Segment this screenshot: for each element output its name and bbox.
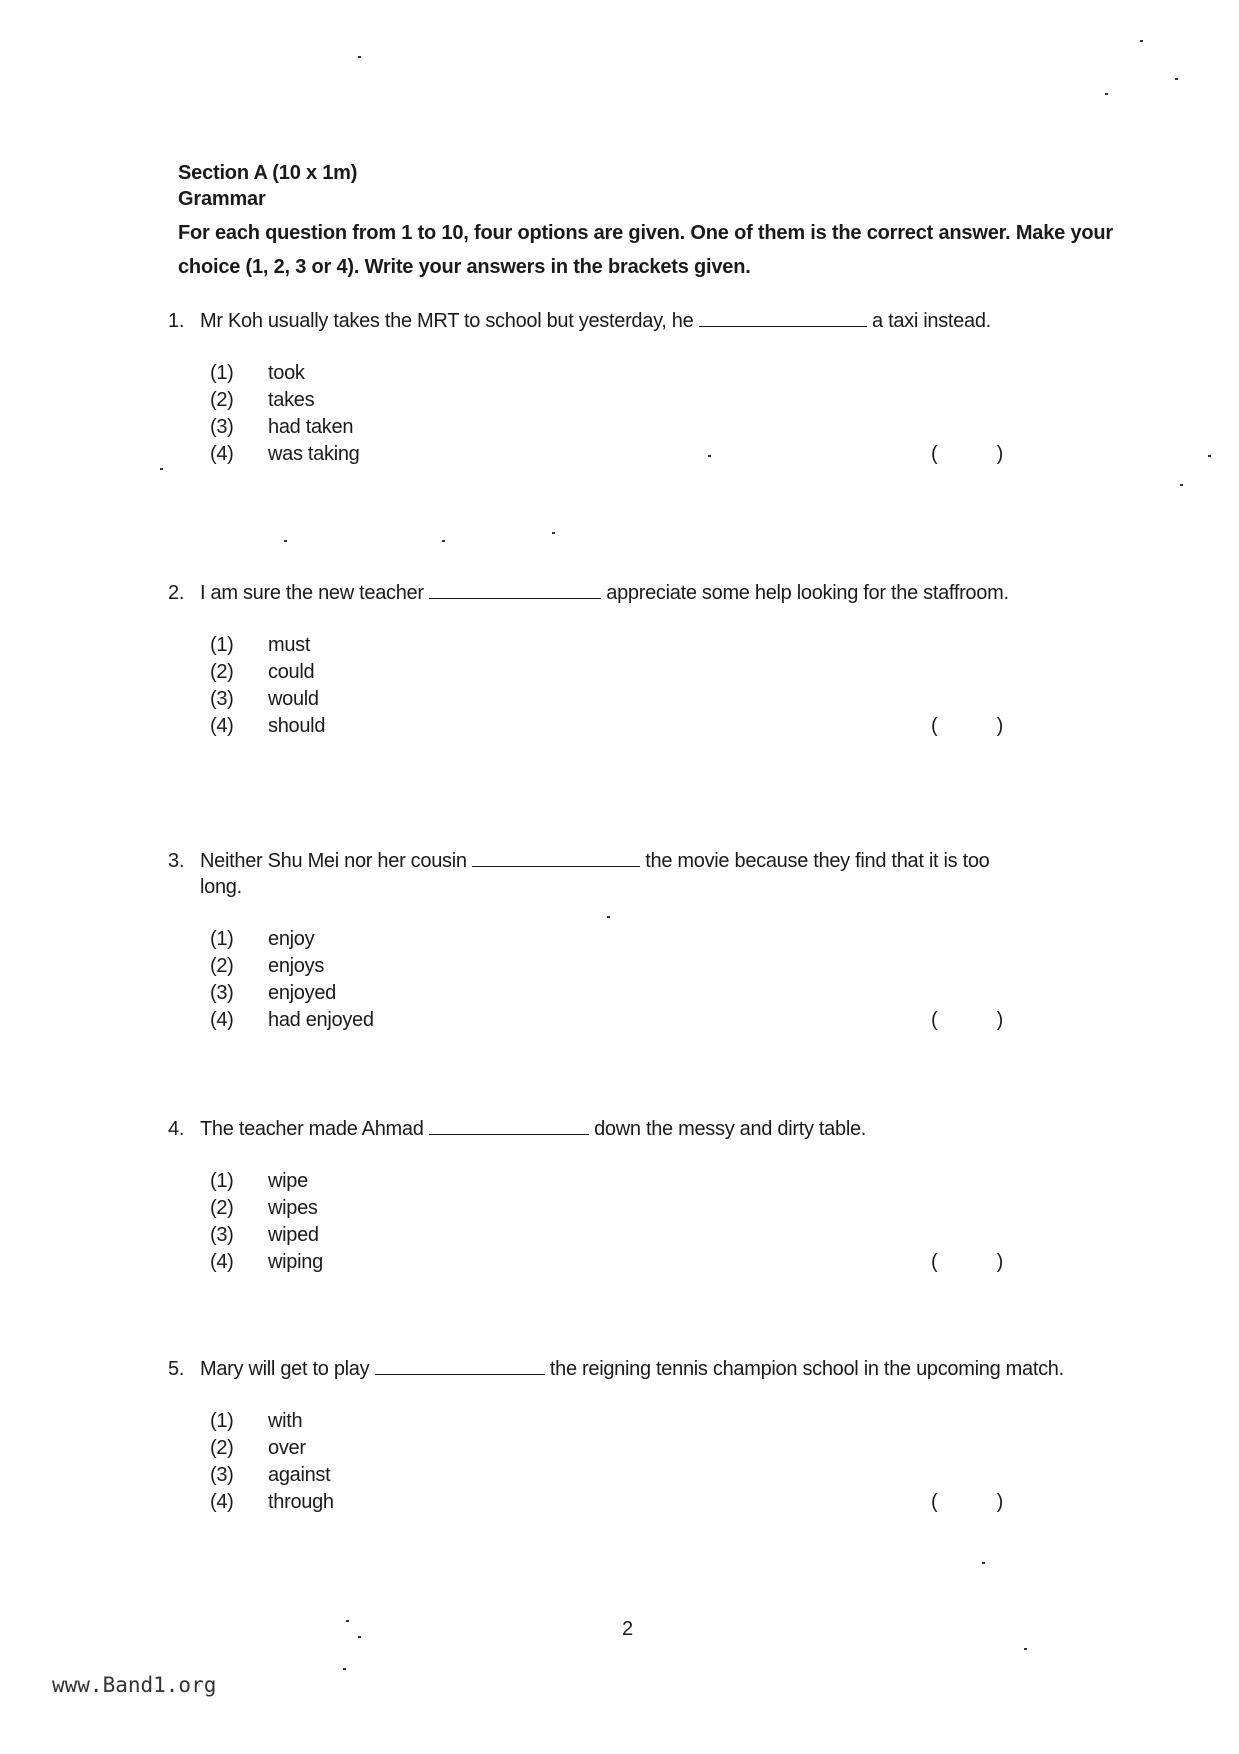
answer-blank[interactable] [429,580,601,599]
option-list [210,360,1113,468]
instructions: For each question from 1 to 10, four options are given. One of them is the correct answer. Make your choice (1, 2, 3 or 4). Write your answers in the brackets given. [178,222,1113,278]
option-item[interactable]: (2) could [210,661,315,683]
scan-speck [1180,484,1183,486]
option-item[interactable]: (2) wipes [210,1197,318,1219]
scan-speck [343,1668,346,1670]
question-3 [168,848,1113,1034]
question-4 [168,1116,1113,1276]
scan-speck [442,540,445,542]
option-item[interactable]: (1) wipe [210,1170,308,1192]
option-item[interactable]: (3) enjoyed [210,982,336,1004]
question-text-after: down the messy and dirty table. [594,1118,867,1140]
option-item[interactable]: (4) wiping [210,1251,323,1273]
scan-speck [358,56,361,58]
answer-blank[interactable] [472,848,640,867]
question-text-after: appreciate some help looking for the staffroom. [606,582,1009,604]
scan-speck [160,468,163,470]
question-text-before: The teacher made Ahmad [200,1118,424,1140]
option-item[interactable]: (4) had enjoyed [210,1009,374,1031]
question-number: 5. [168,1358,185,1380]
question-text-after: a taxi instead. [872,310,991,332]
footer-url: www.Band1.org [52,1673,217,1697]
scan-speck [346,1620,349,1622]
scan-speck [708,455,711,457]
option-item[interactable]: (2) enjoys [210,955,325,977]
option-list [210,1408,1113,1516]
answer-bracket[interactable]: ( ) [931,1491,1003,1513]
question-2 [168,580,1113,740]
option-item[interactable]: (3) wiped [210,1224,319,1246]
option-item[interactable]: (1) enjoy [210,928,315,950]
question-1 [168,308,1113,468]
option-item[interactable]: (2) over [210,1437,306,1459]
answer-bracket[interactable]: ( ) [931,715,1003,737]
option-list [210,632,1113,740]
question-text-before: Mr Koh usually takes the MRT to school but yesterday, he [200,310,694,332]
answer-blank[interactable] [375,1356,545,1375]
scan-speck [284,540,287,542]
option-item[interactable]: (3) against [210,1464,331,1486]
page-number: 2 [622,1618,634,1640]
option-item[interactable]: (1) with [210,1410,303,1432]
question-text-before: Mary will get to play [200,1358,370,1380]
question-text-before: I am sure the new teacher [200,582,424,604]
question-number: 3. [168,850,185,872]
option-item[interactable]: (2) takes [210,389,315,411]
answer-blank[interactable] [699,308,867,327]
scan-speck [1175,78,1178,80]
option-item[interactable]: (1) took [210,362,305,384]
section-topic: Grammar [178,188,266,210]
option-list [210,926,1113,1034]
question-text-after: the movie because they find that it is too long. [200,850,990,898]
question-5 [168,1356,1113,1516]
scan-speck [552,532,555,534]
scan-speck [607,916,610,918]
option-item[interactable]: (4) should [210,715,326,737]
scan-speck [1024,1648,1027,1650]
option-item[interactable]: (3) would [210,688,319,710]
scan-speck [358,1636,361,1638]
option-item[interactable]: (4) was taking [210,443,360,465]
question-text-after: the reigning tennis champion school in the upcoming match. [549,1358,1064,1380]
section-title: Section A (10 x 1m) [178,162,358,184]
scan-speck [1208,455,1211,457]
section-header [178,160,1113,284]
answer-bracket[interactable]: ( ) [931,1251,1003,1273]
answer-blank[interactable] [429,1116,589,1135]
option-item[interactable]: (1) must [210,634,311,656]
scan-speck [1105,93,1108,95]
question-text-before: Neither Shu Mei nor her cousin [200,850,467,872]
scan-speck [1140,40,1143,42]
option-list [210,1168,1113,1276]
answer-bracket[interactable]: ( ) [931,1009,1003,1031]
option-item[interactable]: (3) had taken [210,416,354,438]
answer-bracket[interactable]: ( ) [931,443,1003,465]
question-number: 4. [168,1118,185,1140]
question-number: 2. [168,582,185,604]
scan-speck [982,1562,985,1564]
option-item[interactable]: (4) through [210,1491,334,1513]
question-number: 1. [168,310,185,332]
